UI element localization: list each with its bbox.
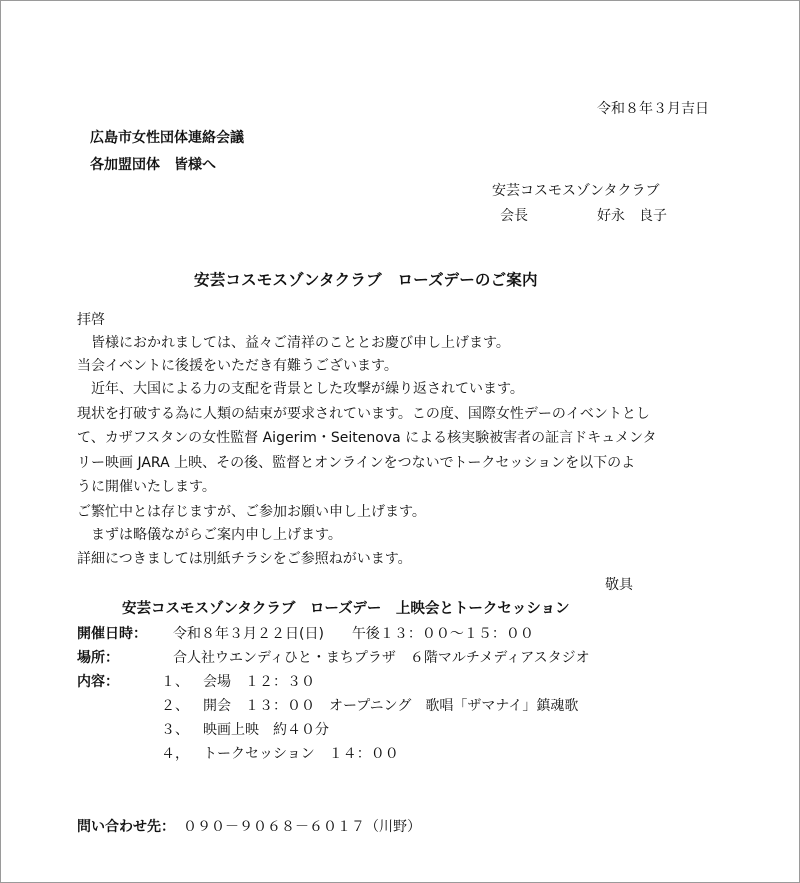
body-line: 当会イベントに後援をいただき有難うございます。 (77, 358, 398, 374)
body-line: 詳細につきましては別紙チラシをご参照ねがいます。 (77, 551, 412, 567)
event-place-label: 場所： (77, 650, 119, 666)
program-item-text: 会場 １２：３０ (203, 674, 315, 690)
sender-organization: 安芸コスモスゾンタクラブ (492, 183, 660, 199)
body-line: まずは略儀ながらご案内申し上げます。 (77, 527, 342, 543)
program-item-number: ４， (161, 746, 189, 762)
body-line: 皆様におかれましては、益々ご清祥のこととお慶び申し上げます。 (77, 335, 510, 351)
program-item-number: ２、 (161, 698, 189, 714)
body-line: て、カザフスタンの女性監督 Aigerim・Seitenova による核実験被害者の証言ドキュメンタ (77, 430, 657, 446)
recipient-organization: 広島市女性団体連絡会議 (90, 130, 244, 146)
body-line: ご繁忙中とは存じますが、ご参加お願い申し上げます。 (77, 504, 426, 520)
sender-role: 会長 (500, 208, 528, 224)
program-item-text: 開会 １３：００ オープニング 歌唱「ザマナイ」鎮魂歌 (203, 698, 579, 714)
body-line: 現状を打破する為に人類の結束が要求されています。この度、国際女性デーのイベントとし (77, 406, 650, 422)
program-item-text: 映画上映 約４０分 (203, 722, 329, 738)
sender-name: 好永 良子 (597, 208, 667, 224)
program-item-number: ３、 (161, 722, 189, 738)
recipient-members: 各加盟団体 皆様へ (90, 157, 216, 173)
document-title: 安芸コスモスゾンタクラブ ローズデーのご案内 (194, 271, 538, 289)
program-item-text: トークセッション １４：００ (203, 746, 399, 762)
event-date-value: 令和８年３月２２日(日) 午後１３：００〜１５：００ (173, 626, 534, 642)
document-date: 令和８年３月吉日 (597, 101, 709, 117)
salutation: 拝啓 (77, 312, 105, 328)
program-item-number: １、 (161, 674, 189, 690)
closing: 敬具 (605, 577, 633, 593)
event-date-label: 開催日時： (77, 626, 147, 642)
body-line: うに開催いたします。 (77, 479, 216, 495)
event-place-value: 合人社ウエンディひと・まちプラザ ６階マルチメディアスタジオ (173, 650, 590, 666)
event-heading: 安芸コスモスゾンタクラブ ローズデー 上映会とトークセッション (122, 601, 570, 617)
body-line: リー映画 JARA 上映、その後、監督とオンラインをつないでトークセッションを以下のよ (77, 455, 636, 471)
body-line: 近年、大国による力の支配を背景とした攻撃が繰り返されています。 (77, 381, 524, 397)
event-content-label: 内容： (77, 674, 119, 690)
contact-phone: ０９０－９０６８－６０１７（川野） (183, 819, 421, 835)
contact-label: 問い合わせ先： (77, 819, 175, 835)
